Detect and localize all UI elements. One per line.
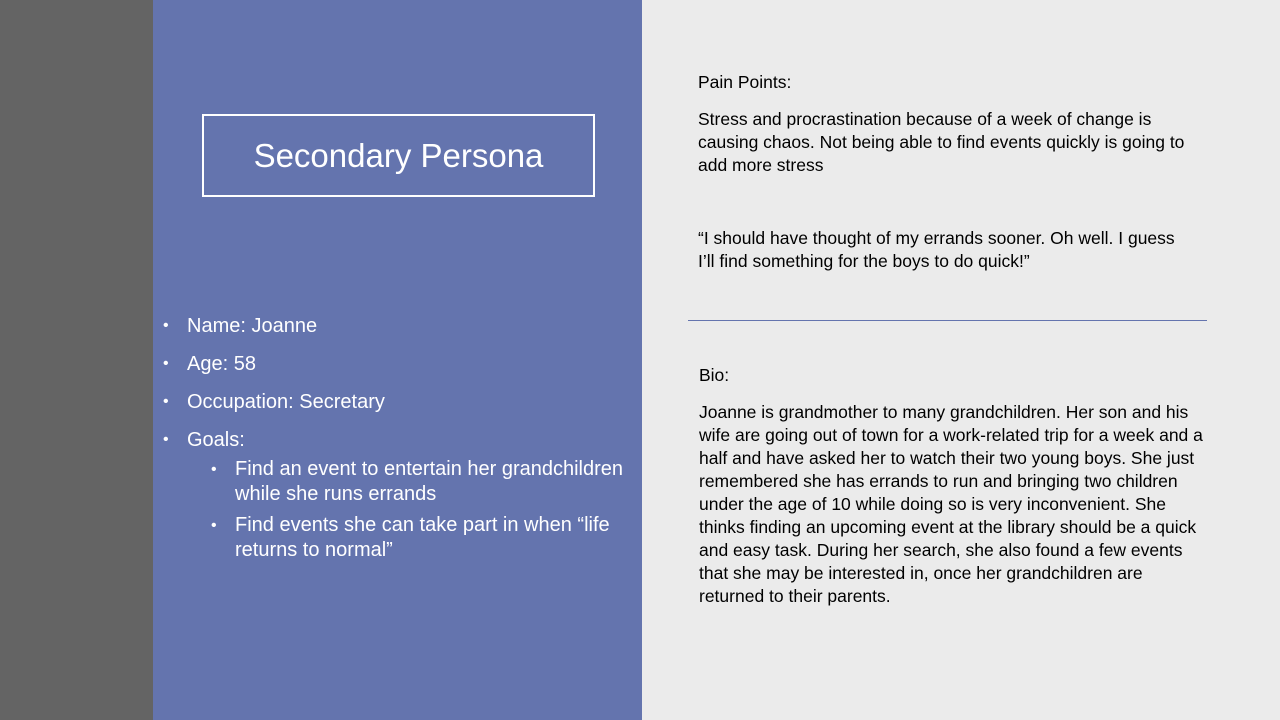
persona-quote: “I should have thought of my errands sooner. Oh well. I guess I’ll find something for the boys to do quick!” bbox=[698, 228, 1175, 271]
slide-title: Secondary Persona bbox=[253, 136, 544, 174]
persona-occupation: • Occupation: Secretary bbox=[163, 388, 633, 426]
persona-name: • Name: Joanne bbox=[163, 312, 633, 350]
persona-age: • Age: 58 bbox=[163, 350, 633, 388]
slide-title-box bbox=[202, 114, 595, 197]
persona-attributes-list bbox=[163, 312, 633, 569]
bio-text: Joanne is grandmother to many grandchildren. Her son and his wife are going out of town for a work-related trip for a week and a half and have asked her to watch their two young boys. She just remembered she has errands to run and bringing two children under the age of 10 while doing so is very inconvenient. She thinks finding an upcoming event at the library should be a quick and easy task. During her search, she also found a few events that she may be interested in, once her grandchildren are returned to their parents. bbox=[699, 402, 1203, 606]
goals-list bbox=[187, 457, 633, 563]
section-divider bbox=[688, 320, 1207, 321]
goals-label: Goals: bbox=[187, 429, 245, 451]
pain-points-text: Stress and procrastination because of a week of change is causing chaos. Not being able to find events quickly is going to add more stress bbox=[698, 109, 1185, 175]
persona-goals bbox=[163, 426, 633, 563]
pain-points-heading: Pain Points: bbox=[698, 72, 792, 92]
bio-heading: Bio: bbox=[699, 365, 730, 385]
goal-item: • Find events she can take part in when “life returns to normal” bbox=[211, 513, 633, 563]
left-gray-bar bbox=[0, 0, 153, 720]
goal-item: • Find an event to entertain her grandchildren while she runs errands bbox=[211, 457, 633, 507]
